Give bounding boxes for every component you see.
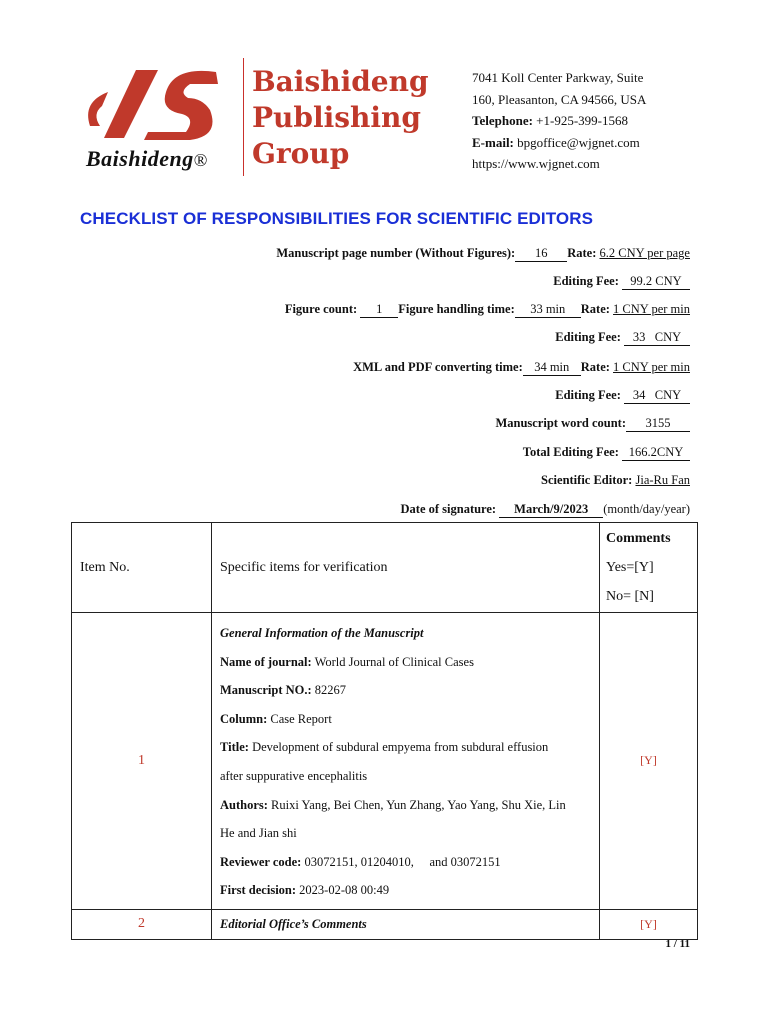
telephone-label: Telephone: <box>472 113 533 128</box>
column-label: Column: <box>220 711 268 726</box>
title-line <box>220 733 591 762</box>
xml-time-value: 34 min <box>523 360 581 376</box>
rate-label: Rate: <box>567 246 597 260</box>
telephone-value: +1-925-399-1568 <box>536 113 628 128</box>
date-label: Date of signature: <box>400 502 497 516</box>
journal-line <box>220 648 591 677</box>
email-label: E-mail: <box>472 134 514 150</box>
xml-rate-value: 1 CNY per min <box>613 360 690 374</box>
date-value: March/9/2023 <box>499 502 603 518</box>
title-label: Title: <box>220 740 249 755</box>
page-number-value: 16 <box>515 246 567 262</box>
brand-name <box>252 64 429 172</box>
authors-value-1: Ruixi Yang, Bei Chen, Yun Zhang, Yao Yang, Shu Xie, Lin <box>271 797 566 812</box>
word-count-label: Manuscript word count: <box>495 416 626 430</box>
email-line <box>472 132 646 154</box>
currency-label: CNY <box>654 330 682 344</box>
manuscript-value: 82267 <box>314 683 347 698</box>
email-link[interactable]: bpgoffice@wjgnet.com <box>517 134 640 150</box>
table-header-row <box>72 523 698 613</box>
rate-label: Rate: <box>580 360 610 374</box>
reviewer-value: 03072151, 01204010, and 03072151 <box>304 854 501 869</box>
header-specific-label: Specific items for verification <box>220 559 388 575</box>
row-number: 1 <box>72 613 212 910</box>
decision-label: First decision: <box>220 883 297 898</box>
xml-fee-value: 34 <box>632 388 646 402</box>
editor-line <box>541 473 690 488</box>
page-number-label: Manuscript page number (Without Figures): <box>276 246 516 260</box>
row-comment: [Y] <box>600 909 698 939</box>
authors-line <box>220 791 591 820</box>
row-details <box>212 613 600 910</box>
decision-value: 2023-02-08 00:49 <box>299 883 390 898</box>
manuscript-line <box>220 676 591 705</box>
logo-wordmark <box>86 146 208 172</box>
fee-label: Editing Fee: <box>555 330 621 344</box>
page-number: 1 / 11 <box>665 938 690 950</box>
journal-value: World Journal of Clinical Cases <box>314 654 474 669</box>
section-title: Editorial Office’s Comments <box>212 909 600 939</box>
total-fee-label: Total Editing Fee: <box>522 445 619 459</box>
header-comments <box>600 523 698 613</box>
reviewer-label: Reviewer code: <box>220 854 302 869</box>
editor-label: Scientific Editor: <box>541 473 633 487</box>
rate-label: Rate: <box>580 302 610 316</box>
contact-block <box>472 67 646 175</box>
row-comment: [Y] <box>600 613 698 910</box>
verification-table <box>71 522 698 940</box>
figure-count-label: Figure count: <box>284 302 358 316</box>
editor-value: Jia-Ru Fan <box>635 473 690 487</box>
reviewer-line <box>220 848 591 877</box>
authors-label: Authors: <box>220 797 268 812</box>
header-no-label: No= [N] <box>606 589 654 604</box>
brand-line-1: Baishideng <box>252 65 429 98</box>
word-count-value: 3155 <box>626 416 690 432</box>
total-fee-line <box>523 445 690 461</box>
telephone-line <box>472 110 646 132</box>
decision-line <box>220 876 591 905</box>
currency-label: CNY <box>654 388 682 402</box>
logo-text: Baishideng <box>86 146 194 171</box>
header-divider <box>243 58 244 176</box>
xml-line <box>353 360 690 376</box>
brand-line-3: Group <box>252 137 350 170</box>
website-link[interactable]: https://www.wjgnet.com <box>472 156 600 171</box>
figure-fee-line <box>555 330 690 346</box>
xml-label: XML and PDF converting time: <box>353 360 523 374</box>
title-value-1: Development of subdural empyema from subdural effusion <box>252 740 549 755</box>
page-rate-value: 6.2 CNY per page <box>599 246 690 260</box>
section-title: General Information of the Manuscript <box>220 626 424 640</box>
page-fee-line <box>553 274 690 290</box>
header-comments-label: Comments <box>606 531 671 546</box>
figure-fee-value: 33 <box>632 330 646 344</box>
page-fee-value: 99.2 CNY <box>622 274 690 290</box>
registered-mark: ® <box>193 150 208 170</box>
word-count-line <box>495 416 690 432</box>
row-number: 2 <box>72 909 212 939</box>
header-yes-label: Yes=[Y] <box>606 560 654 575</box>
xml-fee-line <box>555 388 690 404</box>
logo-mark-icon <box>78 62 238 142</box>
address-line-1: 7041 Koll Center Parkway, Suite <box>472 70 644 85</box>
figure-count-value: 1 <box>360 302 398 318</box>
header-specific <box>212 523 600 613</box>
figure-fee-blank <box>624 330 690 346</box>
table-row <box>72 909 698 939</box>
brand-line-2: Publishing <box>252 101 421 134</box>
column-line <box>220 705 591 734</box>
authors-value-2: He and Jian shi <box>220 826 297 841</box>
page-title: CHECKLIST OF RESPONSIBILITIES FOR SCIENTIFIC EDITORS <box>80 209 594 228</box>
xml-fee-blank <box>624 388 690 404</box>
fee-label: Editing Fee: <box>555 388 621 402</box>
address-line-2: 160, Pleasanton, CA 94566, USA <box>472 91 647 107</box>
figure-line <box>285 302 690 318</box>
fee-label: Editing Fee: <box>553 274 619 288</box>
date-line <box>401 502 691 518</box>
page-number-line <box>276 246 690 262</box>
manuscript-label: Manuscript NO.: <box>220 683 312 698</box>
column-value: Case Report <box>270 711 332 726</box>
header-item-label: Item No. <box>80 559 130 575</box>
figure-time-value: 33 min <box>515 302 581 318</box>
journal-label: Name of journal: <box>220 654 312 669</box>
total-fee-value: 166.2CNY <box>622 445 690 461</box>
date-format: (month/day/year) <box>603 502 690 516</box>
table-row <box>72 613 698 910</box>
header-item-no <box>72 523 212 613</box>
figure-rate-value: 1 CNY per min <box>613 302 690 316</box>
title-value-2: after suppurative encephalitis <box>220 768 368 783</box>
figure-time-label: Figure handling time: <box>398 302 515 316</box>
